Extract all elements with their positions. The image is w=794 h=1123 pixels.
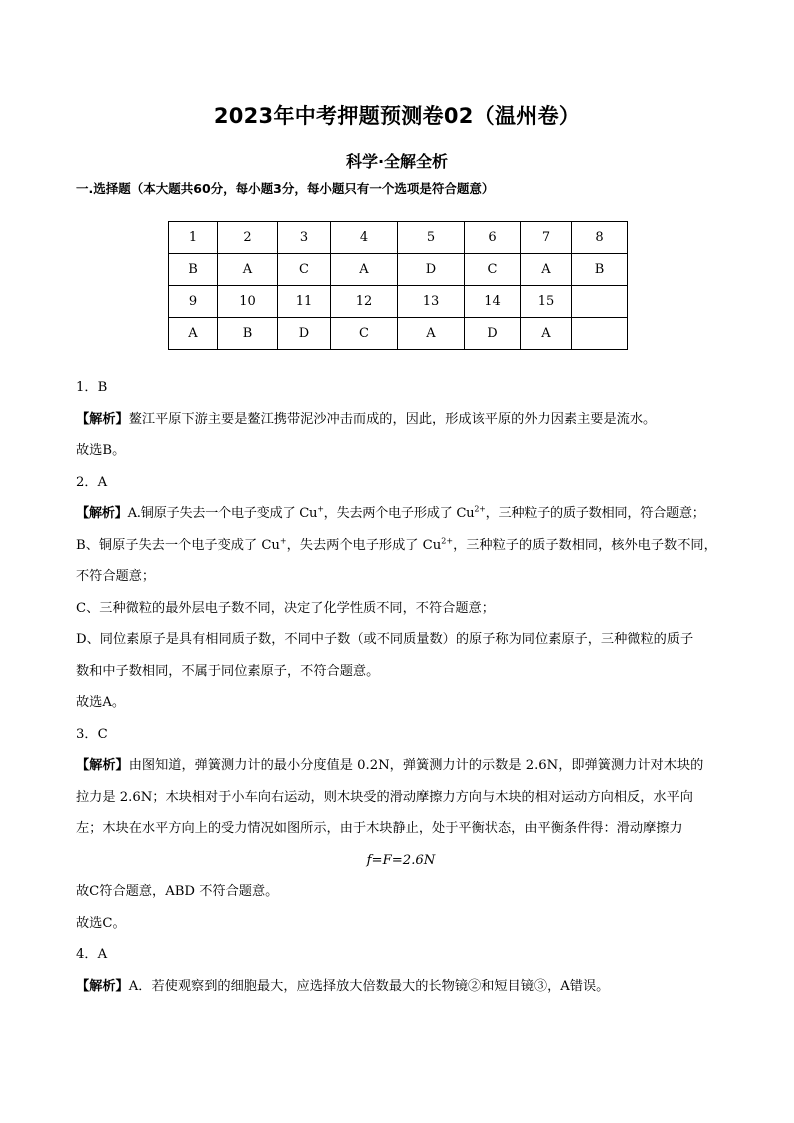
superscript-2plus: 2+ <box>474 504 486 514</box>
q2-b-part3: ，三种粒子的质子数相同，核外电子数不同， <box>453 537 717 553</box>
q1-text: 鳌江平原下游主要是鳌江携带泥沙冲击而成的，因此，形成该平原的外力因素主要是流水。 <box>128 411 657 427</box>
q3-conclusion: 故选C。 <box>76 915 126 931</box>
q4-heading: 4．A <box>76 947 108 962</box>
q2-heading: 2．A <box>76 474 108 490</box>
q3-text-1: 由图知道，弹簧测力计的最小分度值是 0.2N，弹簧测力计的示数是 2.6N，即弹簧测力计对木块的 <box>128 758 704 773</box>
table-row <box>169 254 628 286</box>
table-cell: 14 <box>465 286 521 318</box>
q2-a-part1: A.铜原子失去一个电子变成了 Cu <box>127 506 318 521</box>
q3-line3: 左；木块在水平方向上的受力情况如图所示，由于木块静止，处于平衡状态，由平衡条件得：滑动摩擦力 <box>76 821 683 836</box>
q2-b-part2: ，失去两个电子形成了 Cu <box>286 537 442 553</box>
table-row <box>169 222 628 254</box>
q3-formula: f=F=2.6N <box>366 852 436 868</box>
section-heading: 一.选择题（本大题共60分，每小题3分，每小题只有一个选项是符合题意） <box>76 181 495 196</box>
table-cell: 8 <box>572 222 628 254</box>
table-row <box>169 286 628 318</box>
table-cell: A <box>398 318 465 350</box>
table-cell: A <box>331 254 398 286</box>
q2-option-a <box>76 498 726 530</box>
table-cell: 4 <box>331 222 398 254</box>
table-cell: 9 <box>169 286 218 318</box>
table-cell: B <box>572 254 628 286</box>
table-cell: 1 <box>169 222 218 254</box>
q1-conclusion: 故选B。 <box>76 443 126 458</box>
q2-option-c: C、三种微粒的最外层电子数不同，决定了化学性质不同，不符合题意； <box>76 600 495 616</box>
table-cell: C <box>465 254 521 286</box>
q2-a-part2: ，失去两个电子形成了 Cu <box>323 506 475 521</box>
q2-a-part3: ，三种粒子的质子数相同，符合题意； <box>485 506 705 521</box>
analysis-tag: 【解析】 <box>76 411 129 427</box>
superscript-plus: + <box>279 536 287 546</box>
table-cell: 5 <box>398 222 465 254</box>
q1-heading: 1．B <box>76 380 108 395</box>
table-cell: 13 <box>398 286 465 318</box>
q2-option-b <box>76 530 726 562</box>
table-cell: D <box>398 254 465 286</box>
table-cell: B <box>169 254 218 286</box>
table-cell: A <box>521 318 572 350</box>
answer-table <box>168 221 628 350</box>
q2-option-d: D、同位素原子是具有相同质子数，不同中子数（或不同质量数）的原子称为同位素原子，三种微粒的质子 <box>76 632 694 647</box>
table-cell: C <box>331 318 398 350</box>
page-title: 2023年中考押题预测卷02（温州卷） <box>213 104 581 128</box>
table-cell: C <box>278 254 331 286</box>
table-cell: D <box>278 318 331 350</box>
analysis-tag: 【解析】 <box>76 758 129 773</box>
q3-heading: 3．C <box>76 726 108 742</box>
analysis-tag: 【解析】 <box>76 978 129 994</box>
superscript-2plus: 2+ <box>441 536 454 546</box>
q1-analysis <box>76 404 726 436</box>
q2-b-part1: B、铜原子失去一个电子变成了 Cu <box>76 537 280 553</box>
q4-analysis <box>76 971 726 1003</box>
table-cell: A <box>169 318 218 350</box>
table-cell: A <box>521 254 572 286</box>
table-cell: 6 <box>465 222 521 254</box>
q4-text: A．若使观察到的细胞最大，应选择放大倍数最大的长物镜②和短目镜③，A错误。 <box>128 978 610 994</box>
table-cell <box>572 286 628 318</box>
q3-line2: 拉力是 2.6N；木块相对于小车向右运动，则木块受的滑动摩擦力方向与木块的相对运动方向相反，水平向 <box>76 789 693 805</box>
table-cell: 10 <box>218 286 278 318</box>
table-cell: 3 <box>278 222 331 254</box>
table-cell: 2 <box>218 222 278 254</box>
table-cell: D <box>465 318 521 350</box>
q2-option-b-cont: 不符合题意； <box>76 569 156 584</box>
table-cell: B <box>218 318 278 350</box>
solutions-body <box>76 372 726 1002</box>
q3-line1 <box>76 750 726 782</box>
page-subtitle: 科学·全解全析 <box>345 152 449 171</box>
table-cell: 11 <box>278 286 331 318</box>
table-cell: 12 <box>331 286 398 318</box>
q3-line4: 故C符合题意，ABD 不符合题意。 <box>76 884 279 899</box>
analysis-tag: 【解析】 <box>76 506 128 521</box>
table-cell: 15 <box>521 286 572 318</box>
superscript-plus: + <box>317 504 324 514</box>
table-cell <box>572 318 628 350</box>
q2-conclusion: 故选A。 <box>76 695 126 710</box>
q2-option-d-cont: 数和中子数相同，不属于同位素原子，不符合题意。 <box>76 663 380 679</box>
table-cell: 7 <box>521 222 572 254</box>
table-row <box>169 318 628 350</box>
table-cell: A <box>218 254 278 286</box>
